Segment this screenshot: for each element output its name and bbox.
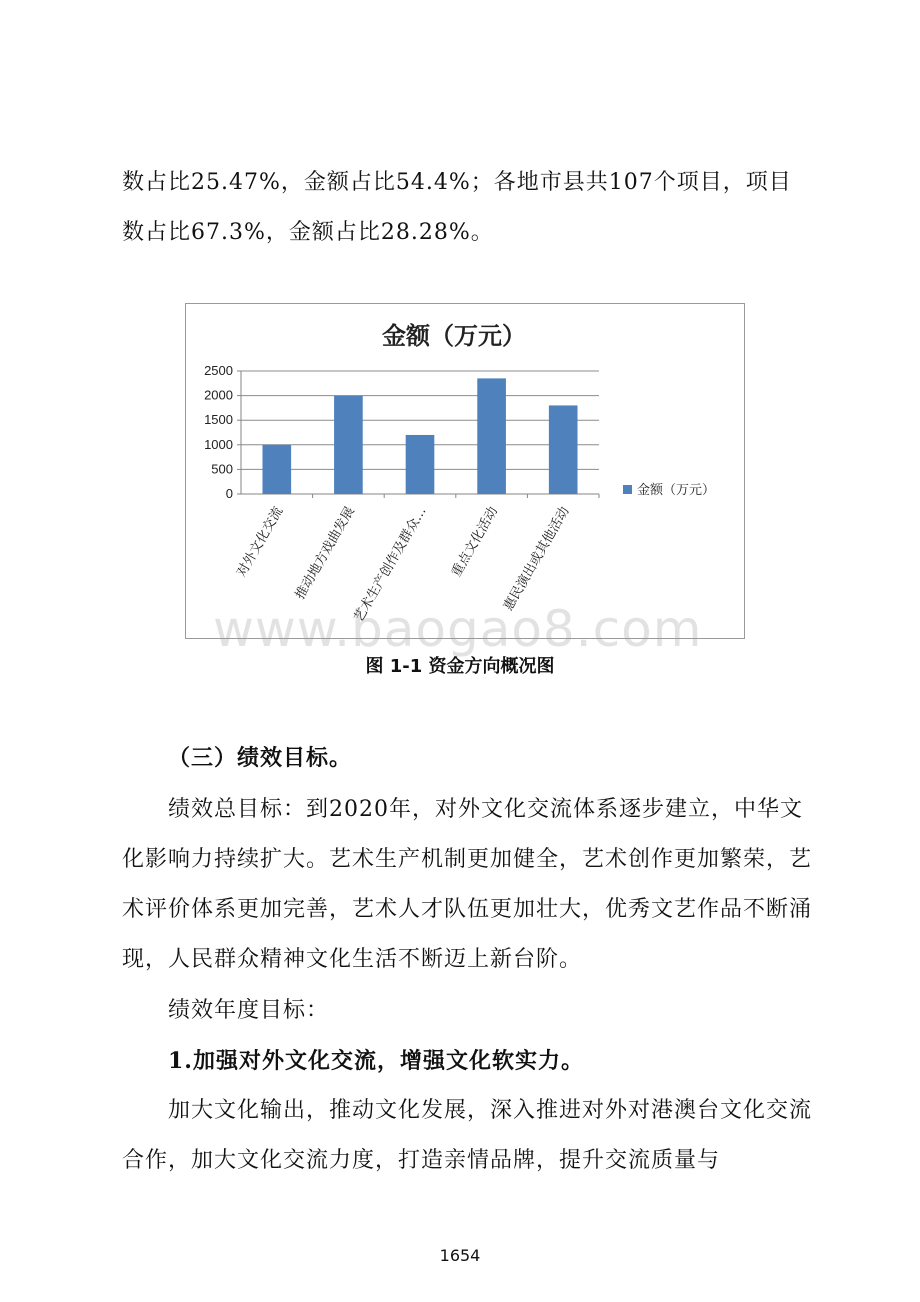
section-heading: （三）绩效目标。 (168, 745, 353, 771)
y-tick-label: 1000 (204, 436, 233, 452)
x-category-label: 重点文化活动 (449, 504, 502, 580)
watermark: www.baogao8.com (213, 600, 703, 658)
y-tick-label: 500 (211, 461, 233, 477)
x-category-label: 推动地方戏曲发展 (292, 504, 358, 603)
bar (477, 378, 506, 494)
intro-paragraph: 数占比25.47%，金额占比54.4%；各地市县共107个项目，项目数占比67.3%，金额占比28.28%。 (122, 170, 792, 245)
y-tick-label: 2500 (204, 363, 233, 378)
paragraph-1: 加大文化输出，推动文化发展，深入推进对外对港澳台文化交流合作，加大文化交流力度，打造亲情品牌，提升交流质量与 (122, 1098, 813, 1173)
overall-goal-paragraph: 绩效总目标：到2020年，对外文化交流体系逐步建立，中华文化影响力持续扩大。艺术生产机制更加健全，艺术创作更加繁荣，艺术评价体系更加完善，艺术人才队伍更加壮大，优秀文艺作品不断涌现，人民群众精神文化生活不断迈上新台阶。 (122, 797, 813, 972)
y-tick-label: 1500 (204, 412, 233, 428)
x-category-label: 艺术生产创作及群众… (351, 504, 430, 625)
bar (334, 396, 363, 494)
figure-caption: 图 1-1 资金方向概况图 (365, 656, 555, 677)
legend-swatch (623, 485, 632, 494)
chart-title: 金额（万元） (382, 322, 526, 350)
x-category-label: 惠民演出或其他活动 (501, 504, 573, 614)
legend-label: 金额（万元） (637, 483, 716, 498)
page-number: 1654 (439, 1246, 481, 1265)
annual-goal-label: 绩效年度目标： (168, 998, 330, 1023)
x-category-label: 对外文化交流 (234, 504, 287, 580)
bar (262, 445, 291, 494)
y-tick-label: 0 (225, 486, 233, 501)
bar (549, 405, 578, 494)
subheading-1: 1.加强对外文化交流，增强文化软实力。 (168, 1048, 584, 1074)
bar (406, 435, 435, 494)
y-tick-label: 2000 (204, 387, 233, 403)
chart-canvas (186, 304, 744, 638)
funding-chart (185, 303, 745, 639)
